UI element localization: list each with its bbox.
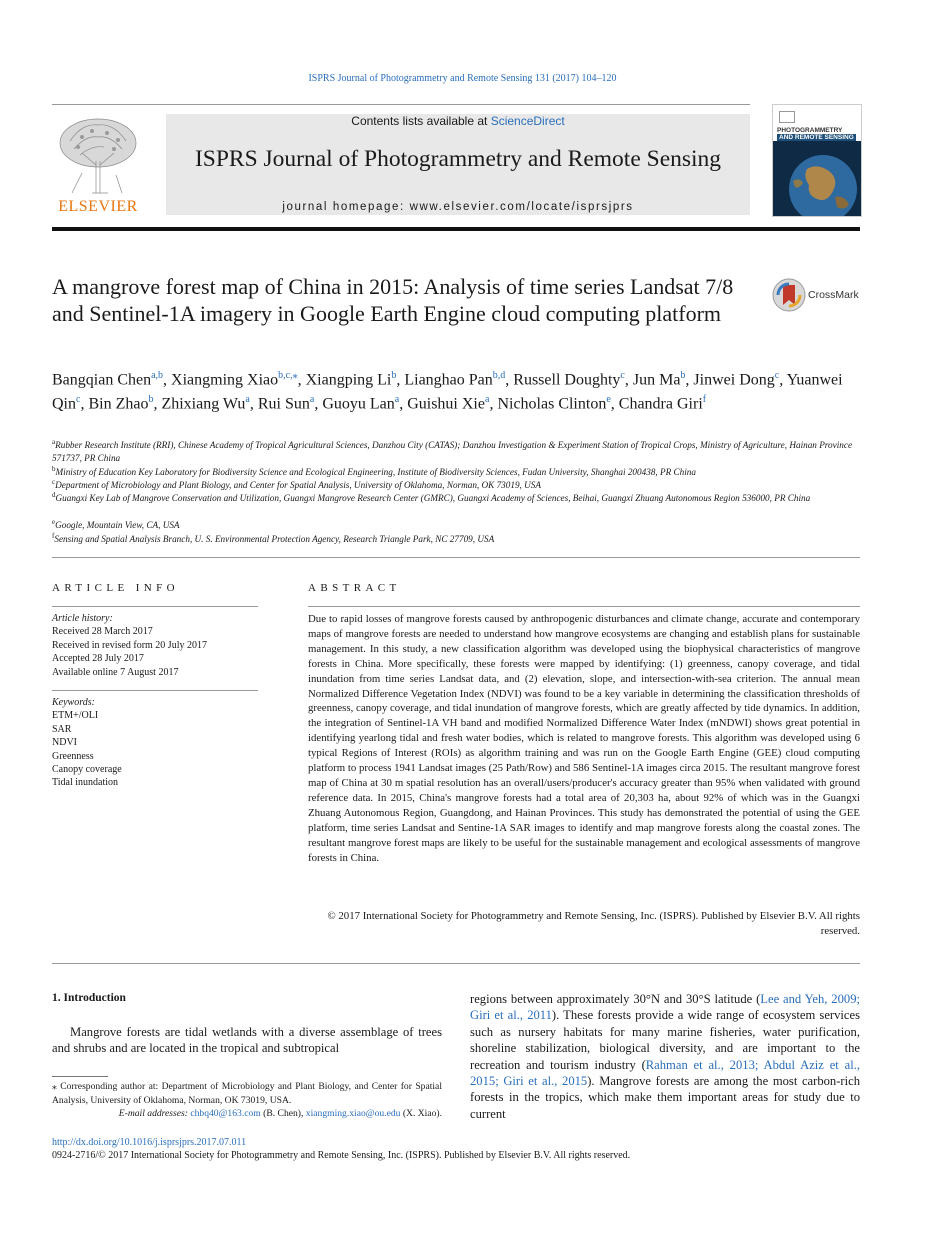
cover-globe-image xyxy=(773,141,861,216)
journal-citation[interactable]: ISPRS Journal of Photogrammetry and Remote Sensing 131 (2017) 104–120 xyxy=(308,73,617,84)
author-separator: , xyxy=(610,395,619,413)
author-affiliation-marker[interactable]: e xyxy=(606,394,611,406)
author-separator: , xyxy=(624,371,633,389)
doi-link[interactable]: http://dx.doi.org/10.1016/j.isprsjprs.2017.07.011 xyxy=(52,1137,247,1148)
sciencedirect-link[interactable]: ScienceDirect xyxy=(490,114,565,128)
author-affiliation-marker[interactable]: f xyxy=(702,394,707,406)
issn-copyright: 0924-2716/© 2017 International Society for Photogrammetry and Remote Sensing, Inc. (ISPRS). Published by Elsevier B.V. All rights reserved. xyxy=(52,1150,631,1161)
affiliation-key: d xyxy=(52,491,56,499)
cover-title: PHOTOGRAMMETRY AND REMOTE SENSING xyxy=(777,127,854,141)
affiliation-text: Google, Mountain View, CA, USA xyxy=(55,520,180,531)
online-date: Available online 7 August 2017 xyxy=(52,666,179,678)
author-separator: , xyxy=(297,371,306,389)
article-info-heading: ARTICLE INFO xyxy=(52,582,179,594)
author-separator: , xyxy=(249,395,258,413)
affiliation-text: Rubber Research Institute (RRI), Chinese Academy of Tropical Agricultural Sciences, Danzhou City (CATAS); Danzhou Investigation & Experiment Station of Tropical Crops, Ministry of Agriculture, Hainan Province 571737, PR China xyxy=(52,440,853,464)
article-history xyxy=(52,612,207,679)
author-affiliation-marker[interactable]: a xyxy=(245,394,250,406)
affiliation-key: a xyxy=(52,438,56,446)
author-affiliation-marker[interactable]: b xyxy=(148,394,154,406)
journal-homepage[interactable]: journal homepage: www.elsevier.com/locate/isprsjprs xyxy=(282,201,634,213)
header-rule xyxy=(52,104,750,105)
email-addresses: E-mail addresses: chbq40@163.com (B. Chen), xiangming.xiao@ou.edu (X. Xiao). xyxy=(118,1108,442,1119)
author-name[interactable]: Bin Zhao xyxy=(88,395,149,413)
author-name[interactable]: Yuanwei Qin xyxy=(52,371,843,413)
author-name[interactable]: Jun Ma xyxy=(632,371,681,389)
author-name[interactable]: Guoyu Lan xyxy=(322,395,395,413)
section-heading-introduction: 1. Introduction xyxy=(52,992,126,1004)
keyword: NDVI xyxy=(52,737,77,749)
crossmark-icon[interactable] xyxy=(772,278,806,317)
accepted-date: Accepted 28 July 2017 xyxy=(52,653,144,665)
crossmark-label[interactable]: CrossMark xyxy=(808,289,859,301)
article-title: A mangrove forest map of China in 2015: Analysis of time series Landsat 7/8 and Sentinel-1A imagery in Google Earth Engine cloud computing platform xyxy=(52,274,734,326)
author-name[interactable]: Russell Doughty xyxy=(513,371,621,389)
intro-paragraph-col2: regions between approximately 30°N and 30°S latitude (Lee and Yeh, 2009; Giri et al., 2011). These forests provide a wide range of ecosystem services such as nursery habitats for many marine fisheries, water purification, shoreline stabilization, biological diversity, and are important to the recreation and tourism industry (Rahman et al., 2013; Abdul Aziz et al., 2015; Giri et al., 2015). Mangrove forests are among the most carbon-rich forests in the tropics, which make them important areas for study due to current xyxy=(470,992,861,1121)
body-rule xyxy=(52,963,860,964)
journal-title: ISPRS Journal of Photogrammetry and Remote Sensing xyxy=(194,146,722,172)
author-separator: , xyxy=(80,395,89,413)
affiliation-item xyxy=(52,530,860,546)
author-name[interactable]: Lianghao Pan xyxy=(404,371,493,389)
affiliation-key: f xyxy=(52,532,55,540)
author-affiliation-marker[interactable]: a,b xyxy=(151,370,164,381)
keyword: Canopy coverage xyxy=(52,764,122,776)
author-affiliation-marker[interactable]: a xyxy=(484,394,490,406)
affiliation-key: e xyxy=(52,518,56,526)
author-separator: , xyxy=(314,395,323,413)
affiliation-text: Guangxi Key Lab of Mangrove Conservation and Utilization, Guangxi Mangrove Research Center (GMRC), Guangxi Academy of Sciences, Beihai, Guangxi Zhuang Autonomous Region 536000, PR China xyxy=(55,493,811,504)
author-name[interactable]: Xiangming Xiao xyxy=(171,371,279,389)
affiliation-item xyxy=(52,436,860,466)
abstract-heading: ABSTRACT xyxy=(308,582,401,594)
abstract-copyright: © 2017 International Society for Photogrammetry and Remote Sensing, Inc. (ISPRS). Published by Elsevier B.V. All rights reserved. xyxy=(327,910,860,937)
section-rule xyxy=(52,557,860,558)
reference-link[interactable]: Rahman et al., 2013; Abdul Aziz et al., 2015; Giri et al., 2015 xyxy=(470,1057,860,1089)
affiliation-text: Ministry of Education Key Laboratory for Biodiversity Science and Ecological Engineering, Institute of Biodiversity Sciences, Fudan University, Shanghai 200438, PR China xyxy=(55,467,696,478)
author-separator: , xyxy=(505,371,514,389)
author-separator: , xyxy=(163,371,172,389)
history-label: Article history: xyxy=(52,613,113,624)
author-separator: , xyxy=(685,371,694,389)
author-separator: , xyxy=(396,371,405,389)
author-name[interactable]: Rui Sun xyxy=(257,395,310,413)
affiliation-text: Sensing and Spatial Analysis Branch, U. S. Environmental Protection Agency, Research Triangle Park, NC 27709, USA xyxy=(54,534,495,545)
elsevier-wordmark: ELSEVIER xyxy=(58,198,138,215)
author-affiliation-marker[interactable]: b xyxy=(680,370,686,381)
author-affiliation-marker[interactable]: a xyxy=(394,394,400,406)
revised-date: Received in revised form 20 July 2017 xyxy=(52,639,207,651)
author-separator: , xyxy=(779,371,787,389)
affiliation-item xyxy=(52,489,860,505)
email-link[interactable]: xiangming.xiao@ou.edu xyxy=(305,1108,401,1119)
author-affiliation-marker[interactable]: b,c,⁎ xyxy=(278,370,298,381)
author-name[interactable]: Guishui Xie xyxy=(407,395,485,413)
article-info-rule xyxy=(52,606,258,607)
journal-cover-thumbnail[interactable] xyxy=(772,104,862,217)
affiliation-key: c xyxy=(52,478,56,486)
contents-line xyxy=(166,114,750,128)
affiliation-key: b xyxy=(52,465,56,473)
contents-prefix: Contents lists available at xyxy=(351,114,491,128)
footnote-rule xyxy=(52,1076,108,1077)
abstract-rule xyxy=(308,606,860,607)
author-name[interactable]: Jinwei Dong xyxy=(693,371,775,389)
keyword: SAR xyxy=(52,723,72,735)
header-thick-rule xyxy=(52,227,860,231)
keyword: Greenness xyxy=(52,750,94,762)
author-list xyxy=(52,366,860,415)
author-affiliation-marker[interactable]: c xyxy=(774,370,780,381)
author-separator: , xyxy=(489,395,498,413)
keyword: ETM+/OLI xyxy=(52,710,99,722)
author-affiliation-marker[interactable]: b,d xyxy=(492,370,506,381)
author-separator: , xyxy=(399,395,408,413)
author-name[interactable]: Nicholas Clinton xyxy=(497,395,607,413)
author-name[interactable]: Zhixiang Wu xyxy=(161,395,246,413)
keywords-block xyxy=(52,696,122,790)
email-link[interactable]: chbq40@163.com xyxy=(190,1108,261,1119)
author-affiliation-marker[interactable]: b xyxy=(391,370,397,381)
affiliation-text: Department of Microbiology and Plant Biology, and Center for Spatial Analysis, University of Oklahoma, Norman, OK 73019, USA xyxy=(55,480,541,491)
author-name[interactable]: Bangqian Chen xyxy=(52,371,152,389)
keywords-rule xyxy=(52,690,258,691)
corresponding-author-note: ⁎ Corresponding author at: Department of Microbiology and Plant Biology, and Center for Spatial Analysis, University of Oklahoma, Norman, OK 73019, USA. xyxy=(52,1081,442,1106)
author-separator: , xyxy=(153,395,162,413)
author-affiliation-marker[interactable]: c xyxy=(620,370,625,381)
keywords-label: Keywords: xyxy=(52,697,95,708)
author-name[interactable]: Chandra Giri xyxy=(618,395,703,413)
cover-logo xyxy=(779,111,795,123)
intro-paragraph-col1: Mangrove forests are tidal wetlands with a diverse assemblage of trees and shrubs and are located in the tropical and subtropical xyxy=(52,1025,442,1056)
author-affiliation-marker[interactable]: a xyxy=(309,394,315,406)
author-name[interactable]: Xiangping Li xyxy=(305,371,392,389)
author-affiliation-marker[interactable]: c xyxy=(76,394,81,406)
reference-link[interactable]: Lee and Yeh, 2009; Giri et al., 2011 xyxy=(470,992,860,1023)
abstract-text: Due to rapid losses of mangrove forests caused by anthropogenic disturbances and climate change, accurate and contemporary maps of mangrove forests are needed to understand how mangrove ecosystems are changing and establish plans for sustainable management. In this study, a new classification algorithm was developed using the biophysical characteristics of mangrove forests in China. More specifically, these forests were mapped by identifying: (1) greenness, canopy coverage, and tidal inundation from time series Landsat data, and (2) elevation, slope, and intersection-with-sea criterion. The annual mean Normalized Difference Vegetation Index (NDVI) was found to be a key variable in determining the classification thresholds of greenness, canopy coverage, and tidal inundation of mangrove forests, which are greatly affected by tide dynamics. In addition, the integration of Sentinel-1A VH band and modified Normalized Difference Water Index (mNDWI) shows great potential in identifying yearlong tidal and fresh water bodies, which is related to mangrove forests. This algorithm was developed using 6 typical Regions of Interest (ROIs) as algorithm training and was run on the Google Earth Engine (GEE) cloud computing platform to process 1941 Landsat images (25 Path/Row) and 586 Sentinel-1A images circa 2015. The resultant mangrove forest map of China at 30 m spatial resolution has an overall/users/producer's accuracy greater than 95% when validated with ground reference data. In 2015, China's mangrove forests had a total area of 20,303 ha, about 92% of which was in the Guangxi Zhuang Autonomous Region, Guangdong, and Hainan Provinces. This study has demonstrated the potential of using the GEE platform, time series Landsat and Sentine-1A SAR images to identify and map mangrove forests along the coastal zones. The resultant mangrove forest maps are likely to be useful for the sustainable management and ecological assessments of mangrove forests in China. xyxy=(308,613,860,864)
keyword: Tidal inundation xyxy=(52,777,119,789)
received-date: Received 28 March 2017 xyxy=(52,626,153,638)
